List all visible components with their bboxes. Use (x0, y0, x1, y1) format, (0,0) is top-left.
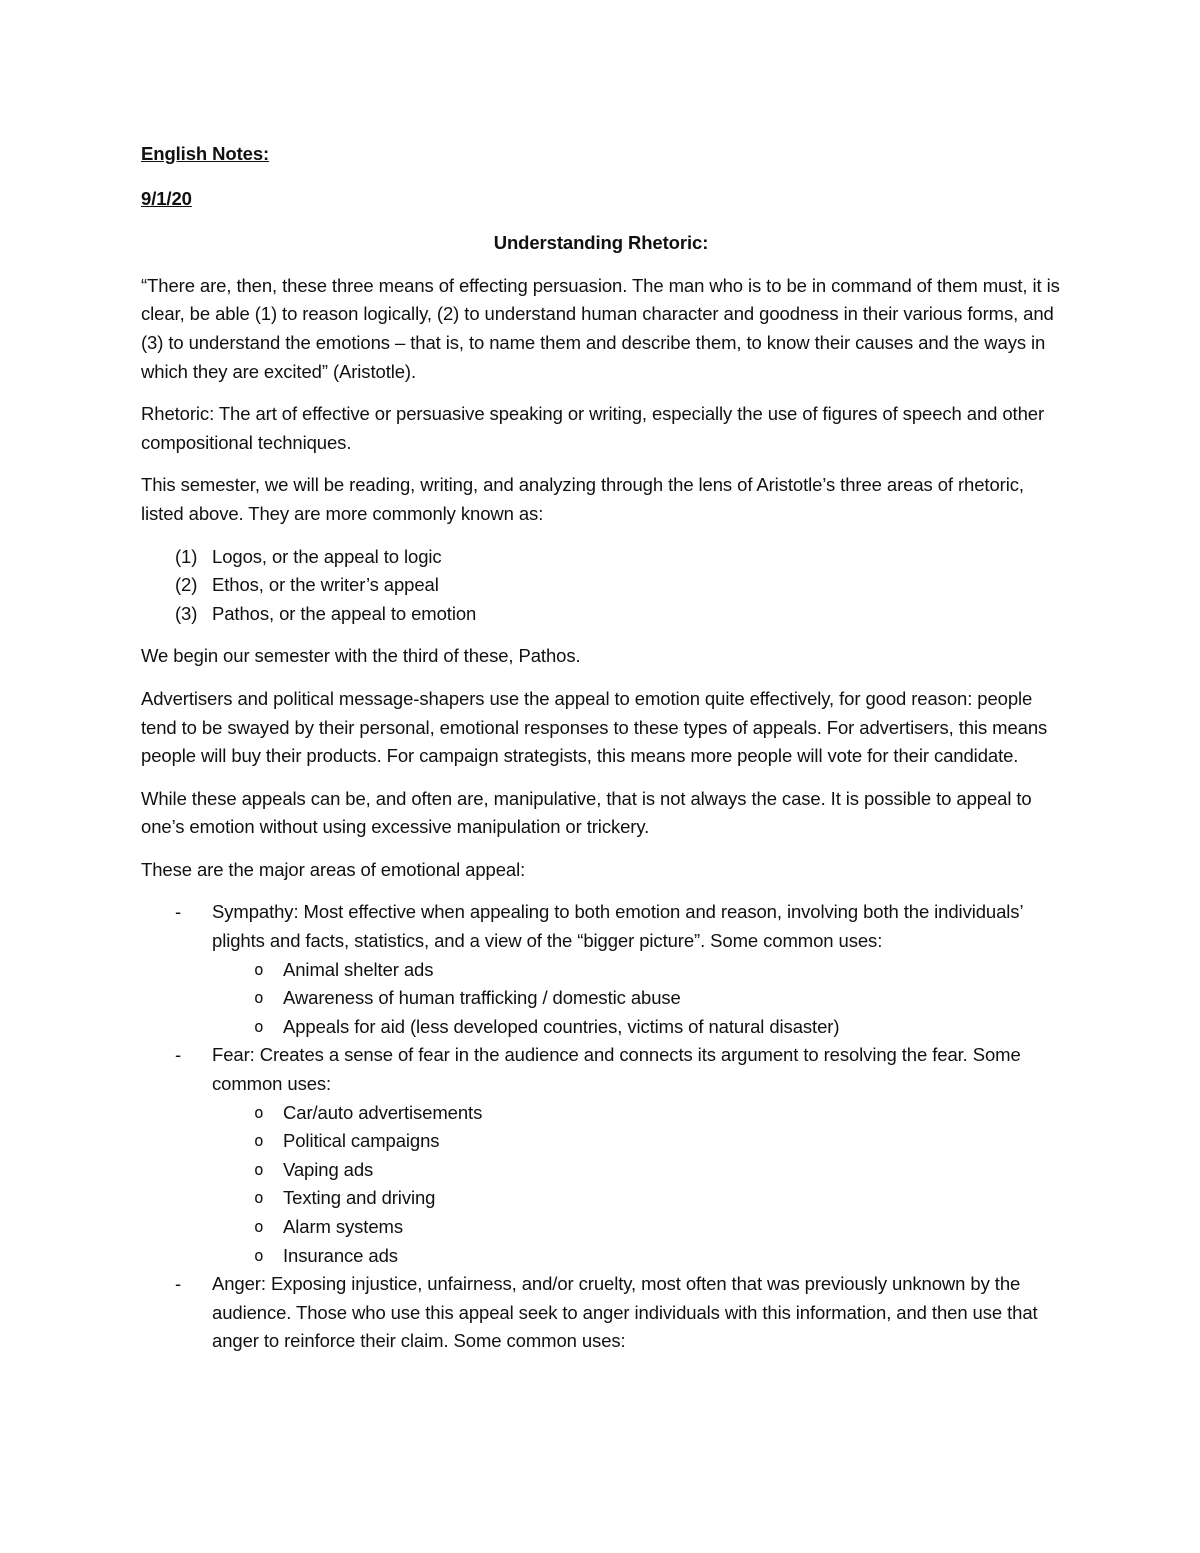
rhetoric-definition: Rhetoric: The art of effective or persuasive speaking or writing, especially the use of figures of speech and other compositional techniques. (141, 403, 1045, 453)
semester-intro: This semester, we will be reading, writing, and analyzing through the lens of Aristotle’s three areas of rhetoric, listed above. They are more commonly known as: (141, 474, 1024, 524)
use-text: Animal shelter ads (283, 958, 434, 980)
list-number: (3) (175, 602, 198, 624)
list-item (175, 898, 1061, 1041)
bullet-icon: o (254, 959, 264, 979)
begin-paragraph: We begin our semester with the third of these, Pathos. (141, 645, 581, 667)
list-item (246, 1013, 1061, 1042)
area-text: Anger: Exposing injustice, unfairness, and/or cruelty, most often that was previously unknown by the audience. Those who use this appeal seek to anger individuals with this information, and then use that anger to reinforce their claim. Some common uses: (212, 1273, 1038, 1352)
list-item-text: Ethos, or the writer’s appeal (212, 574, 439, 596)
list-item (246, 956, 1061, 985)
areas-intro: These are the major areas of emotional appeal: (141, 858, 526, 880)
emotional-appeal-areas (141, 898, 1061, 1356)
use-text: Car/auto advertisements (283, 1101, 483, 1123)
list-item (246, 1127, 1061, 1156)
use-text: Alarm systems (283, 1216, 403, 1237)
bullet-icon: o (254, 1131, 264, 1151)
dash-bullet: - (175, 901, 182, 923)
section-title: Understanding Rhetoric: (493, 232, 709, 254)
list-item-text: Pathos, or the appeal to emotion (212, 602, 477, 624)
bullet-icon: o (254, 1016, 264, 1036)
list-item-text: Logos, or the appeal to logic (212, 545, 442, 567)
list-item (246, 1213, 1061, 1242)
aristotle-quote: “There are, then, these three means of effecting persuasion. The man who is to be in command of them must, it is clear, be able (1) to reason logically, (2) to understand human character and goodness in their various forms, and (3) to understand the emotions – that is, to name them and describe them, to know their causes and the ways in which they are excited” (Aristotle). (141, 274, 1060, 382)
list-number: (1) (175, 545, 198, 567)
list-item (246, 1184, 1061, 1213)
use-text: Political campaigns (283, 1130, 440, 1152)
bullet-icon: o (254, 988, 264, 1008)
list-item (246, 1156, 1061, 1185)
dash-bullet: - (175, 1273, 182, 1295)
bullet-icon: o (254, 1159, 264, 1179)
list-item (175, 571, 1061, 600)
use-text: Appeals for aid (less developed countries, victims of natural disaster) (283, 1015, 840, 1037)
use-text: Awareness of human trafficking / domestic abuse (283, 987, 681, 1009)
manipulative-paragraph: While these appeals can be, and often are, manipulative, that is not always the case. It is possible to appeal to one’s emotion without using excessive manipulation or trickery. (141, 787, 1032, 838)
uses-list (212, 1099, 1061, 1271)
list-item (246, 1099, 1061, 1128)
advertisers-paragraph: Advertisers and political message-shapers use the appeal to emotion quite effectively, for good reason: people tend to be swayed by their personal, emotional responses to these types of appeals. For advertisers, this means people will buy their products. For campaign strategists, this means more people will vote for their candidate. (141, 687, 1048, 767)
list-item (246, 984, 1061, 1013)
use-text: Insurance ads (283, 1244, 398, 1266)
list-item (175, 543, 1061, 572)
notes-heading: English Notes: (141, 143, 270, 164)
bullet-icon: o (254, 1245, 264, 1265)
area-text: Fear: Creates a sense of fear in the audience and connects its argument to resolving the fear. Some common uses: (212, 1044, 1021, 1095)
use-text: Texting and driving (283, 1187, 436, 1209)
area-text: Sympathy: Most effective when appealing to both emotion and reason, involving both the individuals’ plights and facts, statistics, and a view of the “bigger picture”. Some common uses: (212, 901, 1023, 952)
bullet-icon: o (254, 1102, 264, 1122)
list-item (175, 600, 1061, 629)
list-number: (2) (175, 574, 198, 596)
uses-list (212, 956, 1061, 1042)
appeals-list (141, 543, 1061, 629)
list-item (175, 1270, 1061, 1356)
use-text: Vaping ads (283, 1158, 374, 1180)
dash-bullet: - (175, 1044, 182, 1066)
bullet-icon: o (254, 1188, 264, 1208)
bullet-icon: o (254, 1217, 264, 1236)
list-item (246, 1242, 1061, 1271)
list-item (175, 1041, 1061, 1270)
notes-date: 9/1/20 (141, 187, 192, 209)
document-page (141, 140, 1061, 1356)
